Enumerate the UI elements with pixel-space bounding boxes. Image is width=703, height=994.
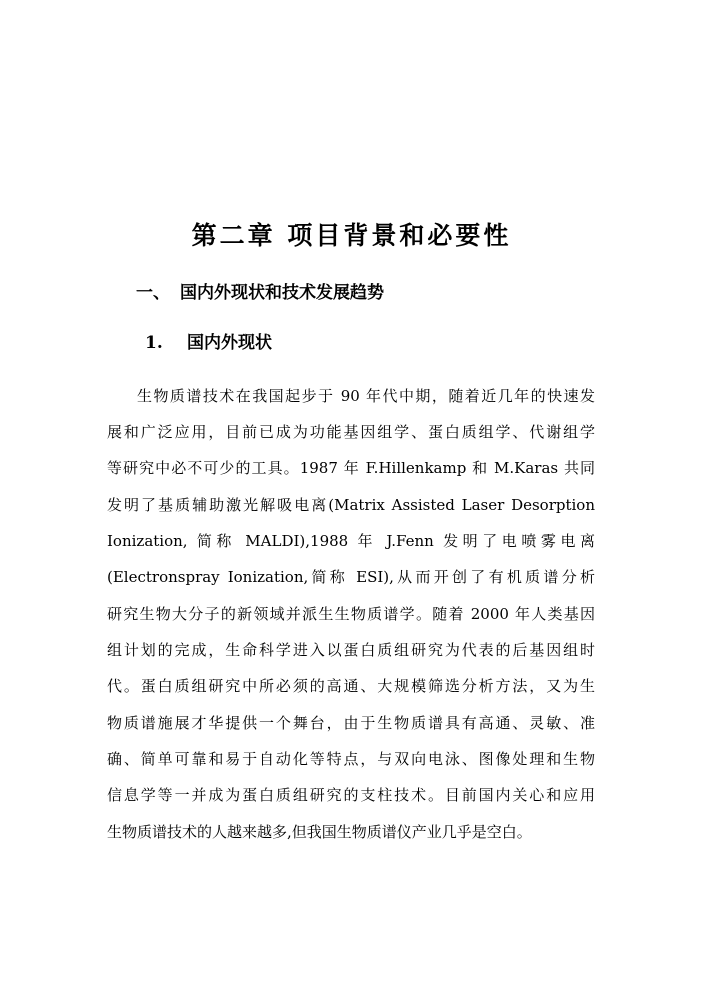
subsection-heading: [145, 330, 272, 356]
section-title: 国内外现状和技术发展趋势: [180, 283, 384, 303]
paragraph-line: 组计划的完成，生命科学进入以蛋白质组研究为代表的后基因组时: [107, 641, 595, 659]
section-heading: [136, 280, 384, 306]
chapter-title: 第二章 项目背景和必要性: [191, 221, 512, 250]
subsection-number: 1.: [145, 333, 163, 353]
paragraph-line: 发明了基质辅助激光解吸电离(Matrix Assisted Laser Desorption: [107, 496, 595, 514]
section-number: 一、: [136, 283, 170, 303]
paragraph-line: 等研究中必不可少的工具。1987 年 F.Hillenkamp 和 M.Karas 共同: [107, 459, 595, 477]
paragraph-line: (Electronspray Ionization,简称 ESI),从而开创了有机质谱分析: [107, 568, 595, 586]
paragraph-line: 代。蛋白质组研究中所必须的高通、大规模筛选分析方法，又为生: [107, 677, 595, 695]
subsection-title: 国内外现状: [187, 333, 272, 353]
paragraph-line: 生物质谱技术在我国起步于 90 年代中期，随着近几年的快速发: [137, 387, 595, 405]
paragraph-line: 生物质谱技术的人越来越多,但我国生物质谱仪产业几乎是空白。: [107, 823, 532, 841]
paragraph-line: 研究生物大分子的新领域并派生生物质谱学。随着 2000 年人类基因: [107, 605, 595, 623]
paragraph-line: 信息学等一并成为蛋白质组研究的支柱技术。目前国内关心和应用: [107, 786, 595, 804]
paragraph-line: 展和广泛应用，目前已成为功能基因组学、蛋白质组学、代谢组学: [107, 423, 595, 441]
paragraph-line: 物质谱施展才华提供一个舞台，由于生物质谱具有高通、灵敏、准: [107, 714, 595, 732]
paragraph-line: Ionization, 简称 MALDI),1988 年 J.Fenn 发明了电喷雾电离: [107, 532, 595, 550]
paragraph-line: 确、简单可靠和易于自动化等特点，与双向电泳、图像处理和生物: [107, 750, 595, 768]
